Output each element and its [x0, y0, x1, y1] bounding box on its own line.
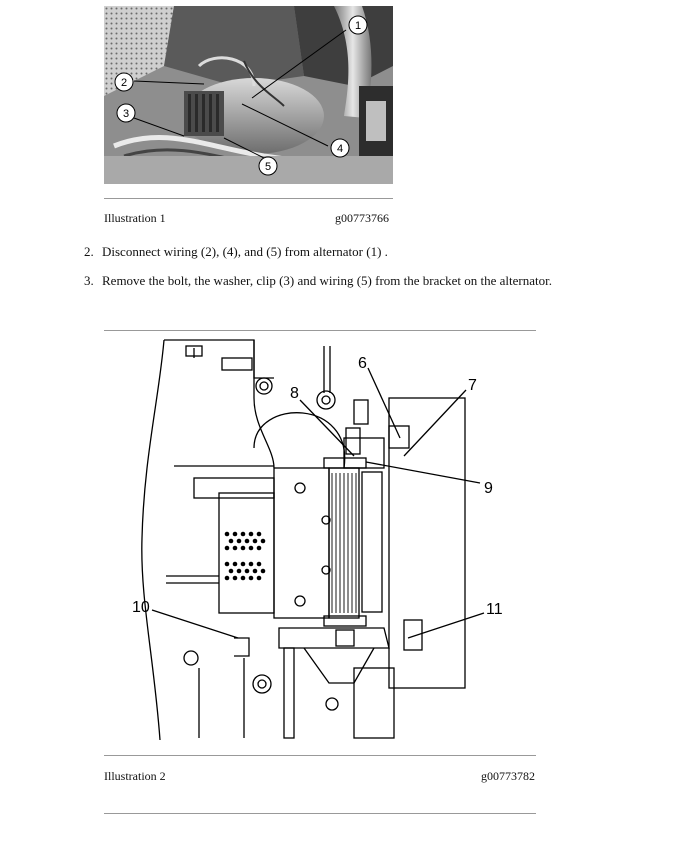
divider-4 [104, 813, 536, 814]
step-3 [84, 273, 552, 289]
callout-10: 10 [132, 599, 150, 616]
callout-2: 2 [120, 77, 128, 89]
callout-4: 4 [336, 143, 344, 155]
callout-6: 6 [358, 355, 367, 372]
callout-5: 5 [264, 161, 272, 173]
callout-9: 9 [484, 480, 493, 497]
divider-1 [104, 198, 393, 199]
illustration-1-photo [104, 6, 393, 184]
divider-2 [104, 330, 536, 331]
illustration-1-caption: Illustration 1 [104, 211, 166, 225]
step-number: 2. [84, 244, 94, 259]
step-text: Remove the bolt, the washer, clip (3) and wiring (5) from the bracket on the alternator. [102, 273, 552, 288]
illustration-1-code: g00773766 [335, 211, 389, 225]
step-text: Disconnect wiring (2), (4), and (5) from alternator (1) . [102, 244, 388, 259]
callout-11: 11 [486, 601, 503, 618]
callout-3: 3 [122, 108, 130, 120]
illustration-2-code: g00773782 [481, 769, 535, 783]
callout-7: 7 [468, 377, 477, 394]
callout-1: 1 [354, 20, 362, 32]
diagram-callouts [132, 355, 503, 618]
step-2 [84, 244, 388, 260]
illustration-2-drawing [104, 338, 536, 744]
illustration-2-caption: Illustration 2 [104, 769, 166, 783]
callout-8: 8 [290, 385, 299, 402]
divider-3 [104, 755, 536, 756]
alternator-photo [104, 6, 393, 184]
step-number: 3. [84, 273, 94, 288]
bracket-perforations [225, 532, 266, 581]
alternator-section-diagram [104, 338, 536, 744]
